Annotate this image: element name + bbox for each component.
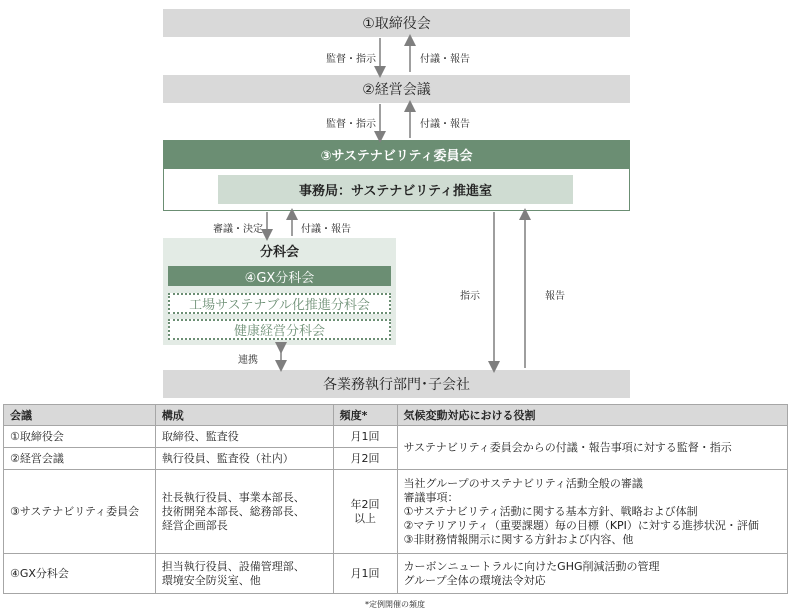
secretariat-box: 事務局：サステナビリティ推進室: [218, 175, 573, 204]
header-meeting: 会議: [4, 405, 156, 426]
header-members: 構成: [155, 405, 333, 426]
report-label-3: 付議・報告: [301, 224, 351, 235]
supervise-label-2: 監督・指示: [326, 119, 376, 130]
role-cell-shared: サステナビリティ委員会からの付議・報告事項に対する監督・指示: [397, 426, 788, 470]
supervise-label-1: 監督・指示: [326, 54, 376, 65]
meeting-cell: ③サステナビリティ委員会: [4, 470, 156, 554]
board-label: ①取締役会: [362, 16, 431, 32]
divisions-label: 各業務執行部門･子会社: [323, 377, 470, 393]
header-role: 気候変動対応における役割: [397, 405, 788, 426]
table-row: [4, 470, 788, 554]
meeting-cell: ②経営会議: [4, 448, 156, 470]
subcommittee-title: 分科会: [259, 244, 299, 260]
members-cell: 社長執行役員、事業本部長、 技術開発本部長、総務部長、 経営企画部長: [155, 470, 333, 554]
instruct-label: 指示: [460, 291, 480, 302]
members-cell: 取締役、監査役: [155, 426, 333, 448]
table-row: [4, 554, 788, 594]
frequency-cell: 月2回: [333, 448, 397, 470]
deliberate-label: 審議・決定: [213, 224, 263, 235]
report-label-4: 報告: [545, 291, 565, 302]
footnote: *定例開催の頻度: [365, 600, 425, 609]
members-cell: 執行役員、監査役（社内）: [155, 448, 333, 470]
health-subcommittee: 健康経営分科会: [168, 319, 391, 340]
gx-subcommittee: ④GX分科会: [168, 266, 391, 286]
management-label: ②経営会議: [362, 82, 431, 98]
report-label-2: 付議・報告: [420, 119, 470, 130]
roles-table: [3, 404, 788, 594]
cooperate-label: 連携: [238, 355, 258, 366]
report-label-1: 付議・報告: [420, 54, 470, 65]
role-cell: カーボンニュートラルに向けたGHG削減活動の管理 グループ全体の環境法令対応: [397, 554, 788, 594]
committee-header: ③サステナビリティ委員会: [163, 140, 630, 169]
table-header-row: [4, 405, 788, 426]
members-cell: 担当執行役員、設備管理部、 環境安全防災室、他: [155, 554, 333, 594]
factory-subcommittee: 工場サステナブル化推進分科会: [168, 293, 391, 314]
meeting-cell: ④GX分科会: [4, 554, 156, 594]
frequency-cell: 月1回: [333, 426, 397, 448]
table-row: [4, 426, 788, 448]
role-cell: 当社グループのサステナビリティ活動全般の審議 審議事項： ①サステナビリティ活動に関する基本方針、戦略および体制 ②マテリアリティ（重要課題）毎の目標（KPI）に対する進捗状況・評価 ③非財務情報開示に関する方針および内容、他: [397, 470, 788, 554]
header-frequency: 頻度*: [333, 405, 397, 426]
frequency-cell: 月1回: [333, 554, 397, 594]
meeting-cell: ①取締役会: [4, 426, 156, 448]
frequency-cell: 年2回 以上: [333, 470, 397, 554]
